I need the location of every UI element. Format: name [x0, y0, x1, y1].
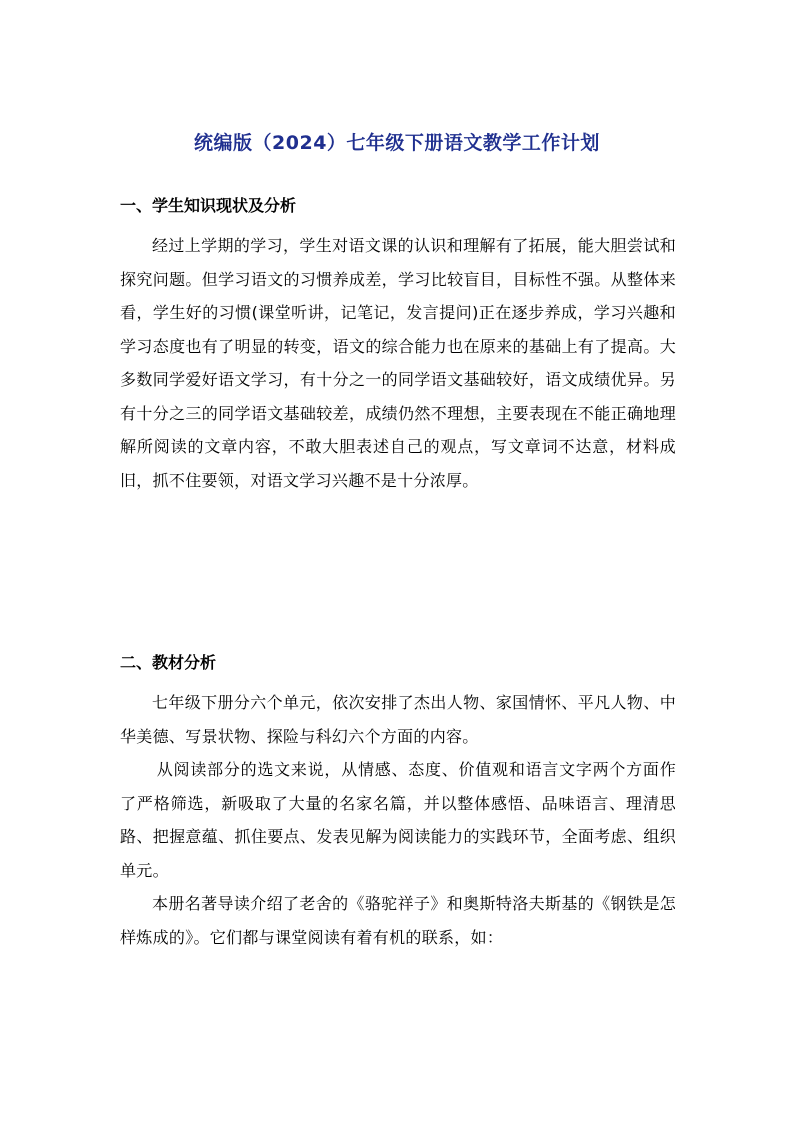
section-heading: 一、学生知识现状及分析	[120, 196, 297, 215]
section-paragraph: 七年级下册分六个单元，依次安排了杰出人物、家国情怀、平凡人物、中华美德、写景状物、探险与科幻六个方面的内容。	[120, 693, 676, 746]
section-paragraph: 从阅读部分的选文来说，从情感、态度、价值观和语言文字两个方面作了严格筛选，新吸取了大量的名家名篇，并以整体感悟、品味语言、理清思路、把握意蕴、抓住要点、发表见解为阅读能力的实践环节，全面考虑、组织单元。	[120, 760, 676, 880]
section-textbook-analysis	[120, 652, 676, 954]
section-paragraph: 经过上学期的学习，学生对语文课的认识和理解有了拓展，能大胆尝试和探究问题。但学习语文的习惯养成差，学习比较盲目，目标性不强。从整体来看，学生好的习惯(课堂听讲，记笔记，发言提问)正在逐步养成，学习兴趣和学习态度也有了明显的转变，语文的综合能力也在原来的基础上有了提高。大多数同学爱好语文学习，有十分之一的同学语文基础较好，语文成绩优异。另有十分之三的同学语文基础较差，成绩仍然不理想，主要表现在不能正确地理解所阅读的文章内容，不敢大胆表述自己的观点，写文章词不达意，材料成旧，抓不住要领，对语文学习兴趣不是十分浓厚。	[120, 236, 676, 490]
document-title: 统编版（2024）七年级下册语文教学工作计划	[194, 132, 600, 154]
section-paragraph: 本册名著导读介绍了老舍的《骆驼祥子》和奥斯特洛夫斯基的《钢铁是怎样炼成的》。它们都与课堂阅读有着有机的联系，如：	[120, 894, 676, 947]
section-heading: 二、教材分析	[120, 653, 217, 672]
section-student-analysis	[120, 195, 676, 497]
